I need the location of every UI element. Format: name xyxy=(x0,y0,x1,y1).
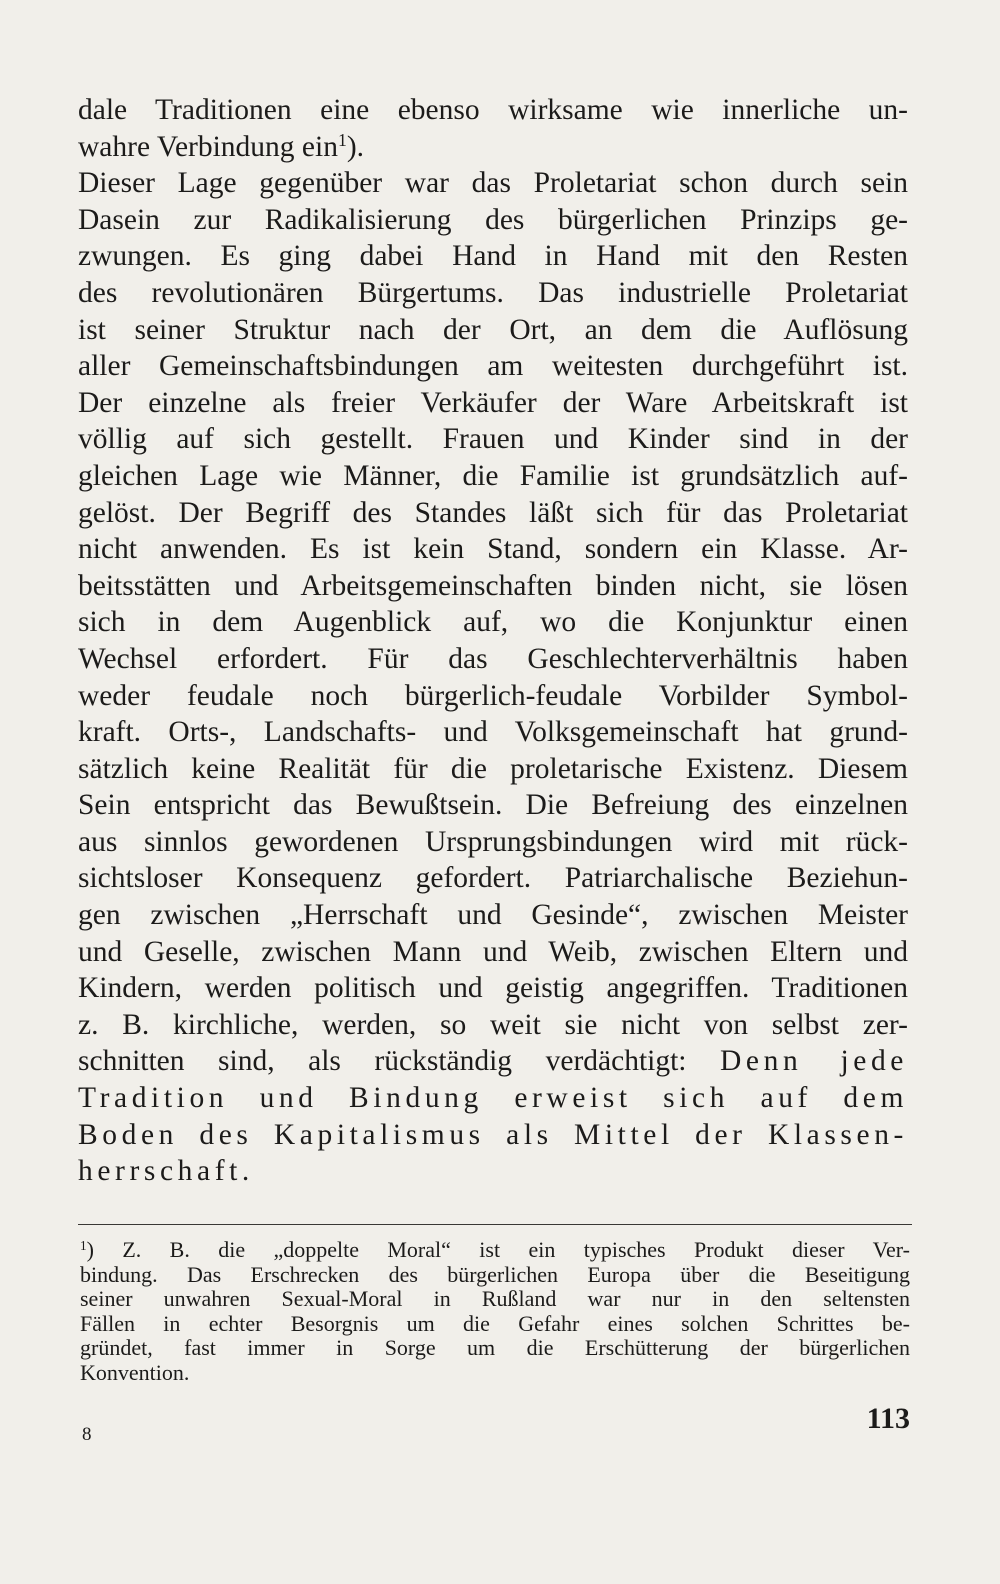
text-line: weder feudale noch bürgerlich-feudale Vorbilder Symbol- xyxy=(78,679,908,712)
text-line: sätzlich keine Realität für die proletarische Existenz. Diesem xyxy=(78,752,908,785)
text-fragment: wahre Verbindung ein xyxy=(78,130,338,163)
footnote xyxy=(80,1238,910,1386)
text-fragment: Z. B. die „doppelte Moral“ ist ein typisches Produkt dieser Ver- xyxy=(122,1237,910,1262)
footnote-marker-close: ) xyxy=(86,1237,94,1262)
footnote-divider xyxy=(78,1224,912,1225)
signature-mark: 8 xyxy=(82,1424,92,1445)
text-line: Sein entspricht das Bewußtsein. Die Befreiung des einzelnen xyxy=(78,789,908,822)
text-line: des revolutionären Bürgertums. Das industrielle Proletariat xyxy=(78,276,908,309)
text-line: ist seiner Struktur nach der Ort, an dem die Auflösung xyxy=(78,313,908,346)
footnote-line: seiner unwahren Sexual-Moral in Rußland war nur in den seltensten xyxy=(80,1286,910,1312)
text-line: und Geselle, zwischen Mann und Weib, zwischen Eltern und xyxy=(78,935,908,968)
text-fragment: ). xyxy=(346,130,365,163)
text-line: nicht anwenden. Es ist kein Stand, sondern ein Klasse. Ar- xyxy=(78,533,908,566)
text-line: Dieser Lage gegenüber war das Proletariat schon durch sein xyxy=(78,167,908,200)
main-text-block xyxy=(78,92,908,1190)
emphasis-text: Denn jede xyxy=(720,1045,908,1078)
footnote-line: gründet, fast immer in Sorge um die Erschütterung der bürgerlichen xyxy=(80,1335,910,1361)
emphasis-line: Boden des Kapitalismus als Mittel der Klassen- xyxy=(78,1118,908,1151)
text-line: sich in dem Augenblick auf, wo die Konjunktur einen xyxy=(78,606,908,639)
page-number: 113 xyxy=(866,1402,910,1435)
text-line: völlig auf sich gestellt. Frauen und Kinder sind in der xyxy=(78,423,908,456)
footnote-line xyxy=(80,1238,910,1263)
text-line: Dasein zur Radikalisierung des bürgerlichen Prinzips ge- xyxy=(78,203,908,236)
emphasis-line: Tradition und Bindung erweist sich auf dem xyxy=(78,1082,908,1115)
text-line: sichtsloser Konsequenz gefordert. Patriarchalische Beziehun- xyxy=(78,862,908,895)
footnote-reference: 1 xyxy=(337,129,347,150)
emphasis-line: herrschaft. xyxy=(78,1155,254,1188)
text-line: gleichen Lage wie Männer, die Familie ist grundsätzlich auf- xyxy=(78,459,908,492)
footnote-line: Konvention. xyxy=(80,1359,190,1385)
text-line: kraft. Orts-, Landschafts- und Volksgemeinschaft hat grund- xyxy=(78,716,908,749)
text-line: gelöst. Der Begriff des Standes läßt sich für das Proletariat xyxy=(78,496,908,529)
text-line: Der einzelne als freier Verkäufer der Ware Arbeitskraft ist xyxy=(78,386,908,419)
text-line: gen zwischen „Herrschaft und Gesinde“, zwischen Meister xyxy=(78,899,908,932)
text-line: dale Traditionen eine ebenso wirksame wie innerliche un- xyxy=(78,94,908,126)
text-line: aller Gemeinschaftsbindungen am weitesten durchgeführt ist. xyxy=(78,350,908,383)
footnote-marker: 1 xyxy=(80,1237,87,1253)
footnote-line: Fällen in echter Besorgnis um die Gefahr eines solchen Schrittes be- xyxy=(80,1310,910,1336)
text-line: Wechsel erfordert. Für das Geschlechterverhältnis haben xyxy=(78,642,908,675)
text-line xyxy=(78,1043,908,1080)
text-line: beitsstätten und Arbeitsgemeinschaften binden nicht, sie lösen xyxy=(78,569,908,602)
text-line: Kindern, werden politisch und geistig angegriffen. Traditionen xyxy=(78,972,908,1005)
footnote-line: bindung. Das Erschrecken des bürgerlichen Europa über die Beseitigung xyxy=(80,1261,910,1287)
text-line: aus sinnlos gewordenen Ursprungsbindungen wird mit rück- xyxy=(78,825,908,858)
text-fragment: schnitten sind, als rückständig verdächtigt: xyxy=(78,1045,687,1078)
text-line xyxy=(78,129,908,166)
text-line: zwungen. Es ging dabei Hand in Hand mit den Resten xyxy=(78,240,908,273)
text-line: z. B. kirchliche, werden, so weit sie nicht von selbst zer- xyxy=(78,1008,908,1041)
